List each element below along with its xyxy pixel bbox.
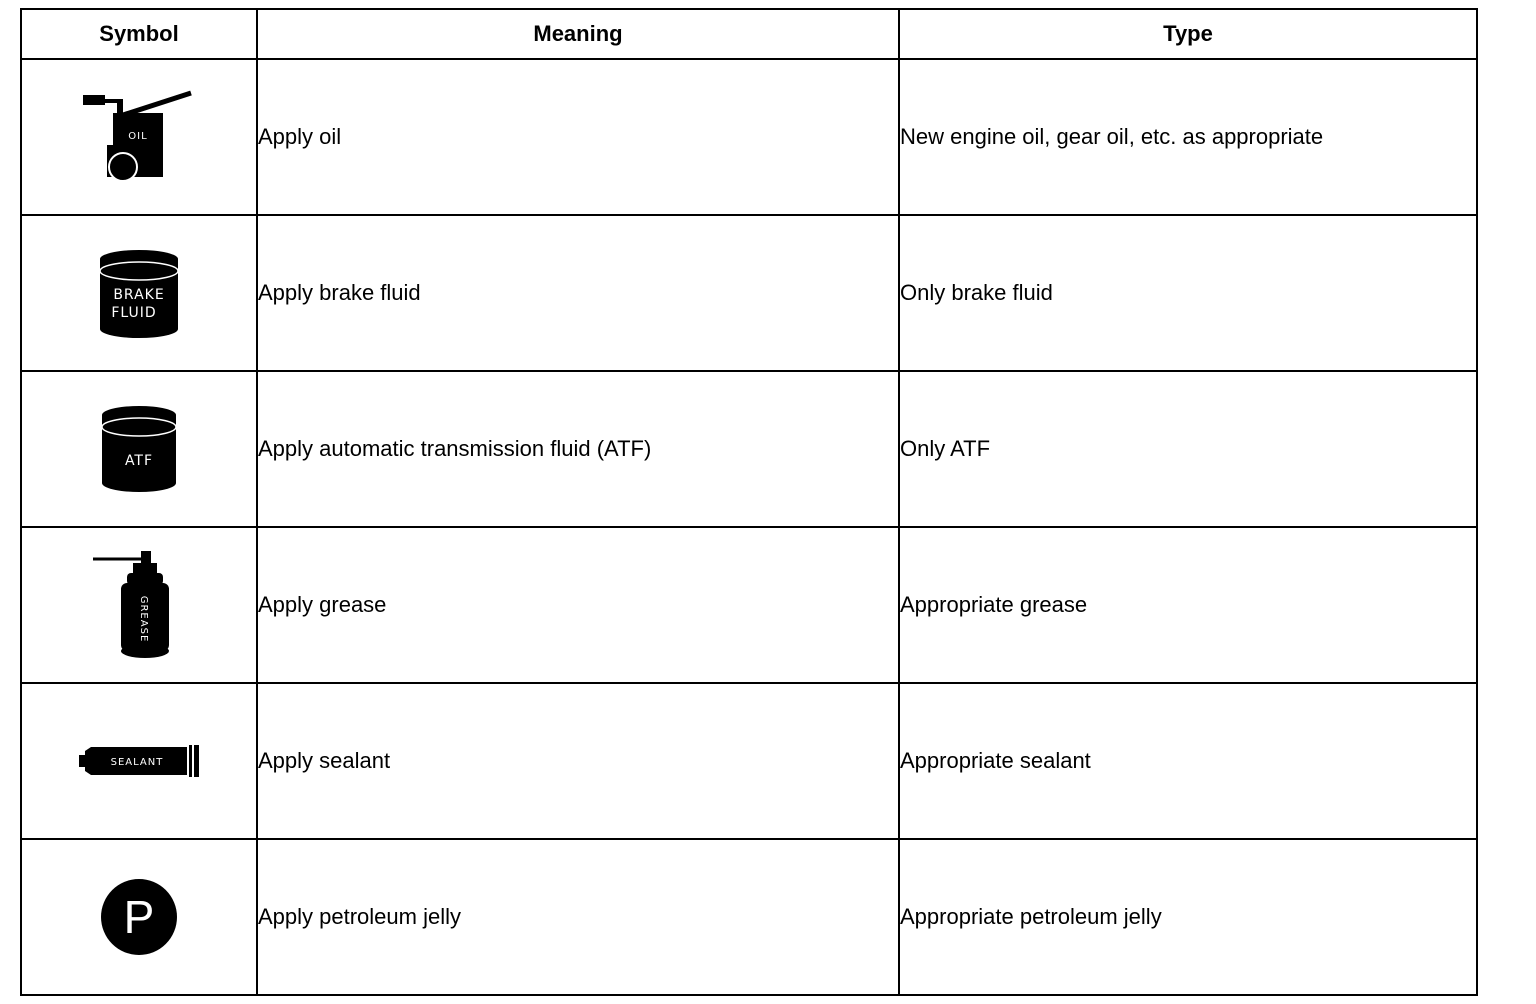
oil-icon-label: OIL [128, 131, 148, 142]
grease-icon-label: GREASE [138, 595, 149, 643]
type-cell: Only ATF [899, 371, 1477, 527]
table-row [21, 59, 1477, 215]
type-cell: Appropriate grease [899, 527, 1477, 683]
brake-icon-label-line1: BRAKE [113, 287, 165, 303]
atf-can-icon [96, 401, 182, 497]
table-row [21, 683, 1477, 839]
symbol-cell [21, 683, 257, 839]
oil-can-icon [79, 87, 199, 187]
brake-fluid-can-icon [94, 245, 184, 341]
header-meaning: Meaning [257, 9, 899, 59]
meaning-cell: Apply grease [257, 527, 899, 683]
meaning-cell: Apply oil [257, 59, 899, 215]
type-cell: Appropriate sealant [899, 683, 1477, 839]
meaning-cell: Apply automatic transmission fluid (ATF) [257, 371, 899, 527]
table-row [21, 215, 1477, 371]
meaning-cell: Apply brake fluid [257, 215, 899, 371]
type-cell: Appropriate petroleum jelly [899, 839, 1477, 995]
symbol-cell [21, 839, 257, 995]
grease-gun-icon [89, 547, 189, 663]
lubricant-symbol-table [20, 8, 1478, 996]
petroleum-jelly-icon [97, 875, 181, 959]
meaning-cell: Apply petroleum jelly [257, 839, 899, 995]
atf-icon-label: ATF [124, 453, 154, 469]
symbol-cell [21, 527, 257, 683]
table-row [21, 839, 1477, 995]
header-type: Type [899, 9, 1477, 59]
symbol-cell [21, 215, 257, 371]
symbol-cell [21, 371, 257, 527]
petroleum-icon-label: P [123, 891, 155, 943]
header-symbol: Symbol [21, 9, 257, 59]
table-row [21, 527, 1477, 683]
type-cell: Only brake fluid [899, 215, 1477, 371]
sealant-tube-icon [77, 741, 201, 781]
brake-icon-label-line2: FLUID [111, 305, 157, 321]
table-header-row [21, 9, 1477, 59]
meaning-cell: Apply sealant [257, 683, 899, 839]
symbol-cell [21, 59, 257, 215]
table-row [21, 371, 1477, 527]
sealant-icon-label: SEALANT [110, 757, 164, 768]
type-cell: New engine oil, gear oil, etc. as appropriate [899, 59, 1477, 215]
